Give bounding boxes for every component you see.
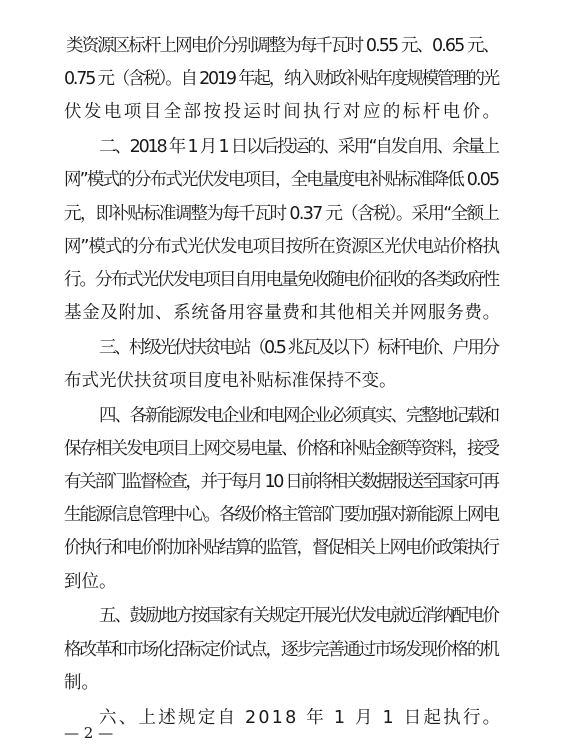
paragraph-1-line-1: 类资源区标杆上网电价分别调整为每千瓦时 0.55 元、0.65 元、 (66, 36, 499, 56)
paragraph-4-line-6: 到位。 (64, 572, 117, 592)
paragraph-2-line-3: 元，即补贴标准调整为每千瓦时 0.37 元（含税）。采用“全额上 (64, 204, 499, 224)
paragraph-4-line-2: 保存相关发电项目上网交易电量、价格和补贴金额等资料，接受 (64, 439, 498, 459)
paragraph-4-line-3: 有关部门监督检查，并于每月 10 日前将相关数据报送至国家可再 (64, 472, 498, 492)
paragraph-1-line-2: 0.75 元（含税）。自 2019 年起，纳入财政补贴年度规模管理的光 (64, 69, 499, 89)
paragraph-5-line-2: 格改革和市场化招标定价试点，逐步完善通过市场发现价格的机 (64, 640, 498, 660)
paragraph-4-line-1: 四、各新能源发电企业和电网企业必须真实、完整地记载和 (99, 406, 498, 426)
paragraph-2-line-4: 网”模式的分布式光伏发电项目按所在资源区光伏电站价格执 (64, 237, 499, 257)
paragraph-2-line-1: 二、2018 年 1 月 1 日以后投运的、采用“自发自用、余量上 (99, 137, 498, 157)
paragraph-2-line-5: 行。分布式光伏发电项目自用电量免收随电价征收的各类政府性 (64, 270, 498, 290)
paragraph-3-line-2: 布式光伏扶贫项目度电补贴标准保持不变。 (64, 371, 397, 391)
page-number: — 2 — (64, 724, 114, 742)
paragraph-2-line-6: 基金及附加、系统备用容量费和其他相关并网服务费。 (64, 303, 501, 323)
paragraph-6-line-1: 六、上述规定自 2018 年 1 月 1 日起执行。 (99, 708, 503, 728)
paragraph-3-line-1: 三、村级光伏扶贫电站（0.5 兆瓦及以下）标杆电价、户用分 (99, 338, 498, 358)
paragraph-1-line-3: 伏发电项目全部按投运时间执行对应的标杆电价。 (64, 102, 503, 122)
paragraph-5-line-1: 五、鼓励地方按国家有关规定开展光伏发电就近消纳配电价 (99, 606, 498, 626)
paragraph-2-line-2: 网”模式的分布式光伏发电项目，全电量度电补贴标准降低 0.05 (64, 170, 499, 190)
paragraph-4-line-4: 生能源信息管理中心。各级价格主管部门要加强对新能源上网电 (64, 505, 498, 525)
paragraph-5-line-3: 制。 (64, 673, 99, 693)
paragraph-4-line-5: 价执行和电价附加补贴结算的监管，督促相关上网电价政策执行 (64, 538, 498, 558)
